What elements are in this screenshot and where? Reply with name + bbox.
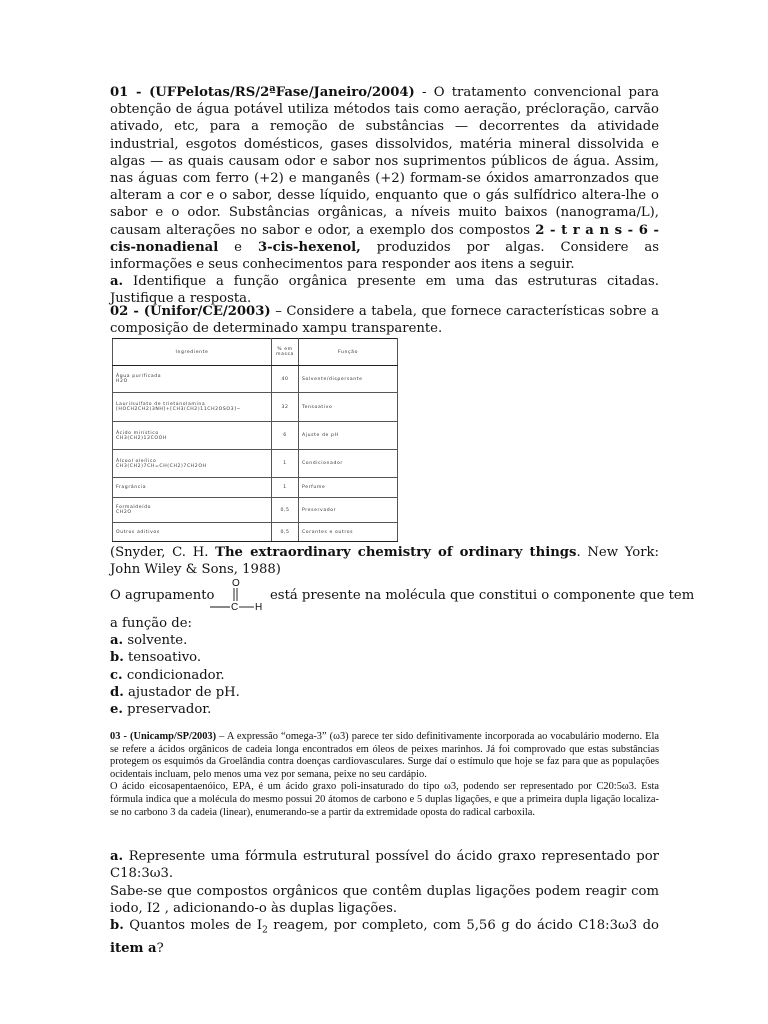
ingredient-formula: CH3(CH2)7CH=CH(CH2)7CH2OH (116, 463, 207, 469)
iodine-context-text: Sabe-se que compostos orgânicos que contêm duplas ligações podem reagir com iodo, I2 , adicionando-o às duplas ligações. (110, 883, 659, 916)
ingredient-formula: H2O (116, 379, 128, 384)
group-tail-text: está presente na molécula que constitui o componente que tem (270, 588, 695, 603)
item-a-text: Represente uma fórmula estrutural possível do ácido graxo representado por C18:3ω3. (110, 849, 659, 882)
ingredient-percent: 1 (272, 478, 299, 498)
table-row (113, 393, 398, 422)
option-d (110, 684, 240, 701)
question-02-text: – Considere a tabela, que fornece características sobre a composição de determinado xampu transparente. (110, 304, 659, 337)
option-label: e. (110, 702, 123, 718)
item-a-label: a. (110, 849, 124, 864)
ingredient-function: Tensoativo (299, 393, 398, 422)
ingredient-function: Corantes e outros (299, 523, 398, 542)
aldehyde-group-diagram (208, 576, 268, 612)
header-funcao: Função (299, 339, 398, 366)
ingredient-function: Solvente/dispersante (299, 366, 398, 393)
ingredient-percent: 40 (272, 366, 299, 393)
ingredient-name: Laurilsulfato de trietanolamina (116, 402, 206, 407)
question-03-heading: 03 - (Unicamp/SP/2003) (110, 731, 217, 742)
ingredient-function: Condicionador (299, 450, 398, 478)
option-text: condicionador. (122, 667, 225, 683)
option-label: d. (110, 684, 124, 700)
header-ingrediente: Ingrediente (113, 339, 272, 366)
ingredient-function: Ajuste de pH (299, 422, 398, 450)
source-author: (Snyder, C. H. (110, 545, 216, 560)
ingredient-name: Fragrância (116, 485, 147, 490)
option-text: preservador. (122, 702, 212, 718)
item-b-text: Quantos moles de I (123, 918, 263, 934)
ingredient-name: Ácido mirístico (116, 430, 159, 436)
option-text: ajustador de pH. (123, 684, 240, 700)
item-a-label: a. (110, 274, 124, 290)
item-b-end: ? (156, 941, 164, 957)
carbon-label: C (231, 602, 239, 612)
option-text: tensoativo. (123, 650, 202, 666)
item-b-label: b. (110, 918, 124, 934)
question-03-text: – A expressão “omega-3” (ω3) parece ter sido definitivamente incorporada ao vocabulário moderno. Ela se refere a ácidos orgânicos de cadeia longa encontrados em óleos de peixes marinhos. Já foi comprovado que estas substâncias protegem os esquimós da Groelândia contra doenças cardiovasculares. Surge daí o estímulo que hoje se faz para que as populações ocidentais incluam, pelo menos uma vez por semana, peixe no seu cardápio. (110, 731, 660, 780)
ingredient-percent: 6 (272, 422, 299, 450)
ingredient-function: Perfume (299, 478, 398, 498)
ingredient-formula: CH3(CH2)12COOH (116, 435, 167, 441)
hydrogen-label: H (255, 602, 263, 612)
item-b-text-cont: reagem, por completo, com 5,56 g do ácido C18:3ω3 do (267, 918, 659, 934)
conjunction: e (218, 239, 258, 255)
option-label: a. (110, 633, 124, 649)
ingredient-name: Álcool oleílico (116, 458, 157, 464)
ingredient-formula: [HOCH2CH2)3NH]+[CH3(CH2)11CH2OSO3]− (116, 407, 241, 412)
question-01 (110, 84, 659, 308)
source-publisher: . New York: John Wiley & Sons, 1988) (110, 545, 659, 577)
table-row (113, 478, 398, 498)
ingredient-function: Preservador (299, 498, 398, 523)
ingredient-name: Outros aditivos (116, 529, 160, 535)
source-title: The extraordinary chemistry of ordinary things (215, 545, 577, 560)
ingredient-percent: 1 (272, 450, 299, 478)
ingredient-percent: 32 (272, 393, 299, 422)
ingredient-formula: CH2O (116, 510, 132, 515)
table-source (110, 544, 659, 578)
header-percent: % em massa (272, 339, 299, 366)
ingredient-name: Formaldeído (116, 505, 152, 510)
option-b (110, 649, 240, 666)
question-03 (110, 731, 659, 819)
option-text: solvente. (123, 633, 188, 649)
question-03-items (110, 848, 659, 957)
oxygen-label: O (232, 578, 240, 589)
question-01-text-end: produzidos por algas. Considere as informações e seus conhecimentos para responder aos itens a seguir. (110, 239, 659, 273)
table-row (113, 498, 398, 523)
option-label: c. (110, 667, 123, 683)
ingredient-name: Água purificada (116, 374, 162, 379)
item-a-text: Identifique a função orgânica presente em uma das estruturas citadas. Justifique a resposta. (110, 274, 659, 307)
ingredient-percent: 0,5 (272, 523, 299, 542)
option-a (110, 632, 240, 649)
question-02-heading: 02 - (Unifor/CE/2003) (110, 304, 271, 319)
question-01-text: - O tratamento convencional para obtenção de água potável utiliza métodos tais como aeração, précloração, carvão ativado, etc, para a remoção de substâncias — decorrentes da atividade industrial, esgotos domésticos, gases dissolvidos, matéria mineral dissolvida e algas — as quais causam odor e sabor nos suprimentos públicos de água. Assim, nas águas com ferro (+2) e manganês (+2) formam-se óxidos amarronzados que alteram a cor e o sabor, desse líquido, enquanto que o gás sulfídrico altera-lhe o sabor e o odor. Substâncias orgânicas, a níveis muito baixos (nanograma/L), causam alterações no sabor e odor, a exemplo dos compostos (110, 85, 659, 238)
table-row (113, 523, 398, 542)
option-c (110, 667, 240, 684)
compound-nonadienal: 2 - t r a n s - 6 -cis-nonadienal (110, 222, 659, 255)
function-of-text: a função de: (110, 616, 192, 631)
option-e (110, 701, 240, 718)
ingredient-percent: 0,5 (272, 498, 299, 523)
table-header-row (113, 339, 398, 366)
table-row (113, 422, 398, 450)
shampoo-composition-table (112, 338, 398, 542)
iodine-subscript: 2 (262, 925, 268, 936)
item-a-reference: item a (110, 941, 157, 957)
question-03-text-epa: O ácido eicosapentaenóico, EPA, é um ácido graxo poli-insaturado do tipo ω3, podendo ser representado por C20:5ω3. Esta fórmula indica que a molécula do mesmo possui 20 átomos de carbono e 5 duplas ligações, e que a primeira dupla ligação localiza-se no carbono 3 da cadeia (linear), enumerando-se a partir da extremidade oposta do radical carboxila. (110, 781, 659, 818)
question-02-options (110, 615, 240, 718)
question-01-heading: 01 - (UFPelotas/RS/2ªFase/Janeiro/2004) (110, 85, 415, 100)
compound-hexenol: 3-cis-hexenol, (257, 239, 361, 255)
table-row (113, 450, 398, 478)
question-02 (110, 303, 659, 337)
table-row (113, 366, 398, 393)
group-lead-text: O agrupamento (110, 588, 215, 603)
option-label: b. (110, 650, 124, 666)
